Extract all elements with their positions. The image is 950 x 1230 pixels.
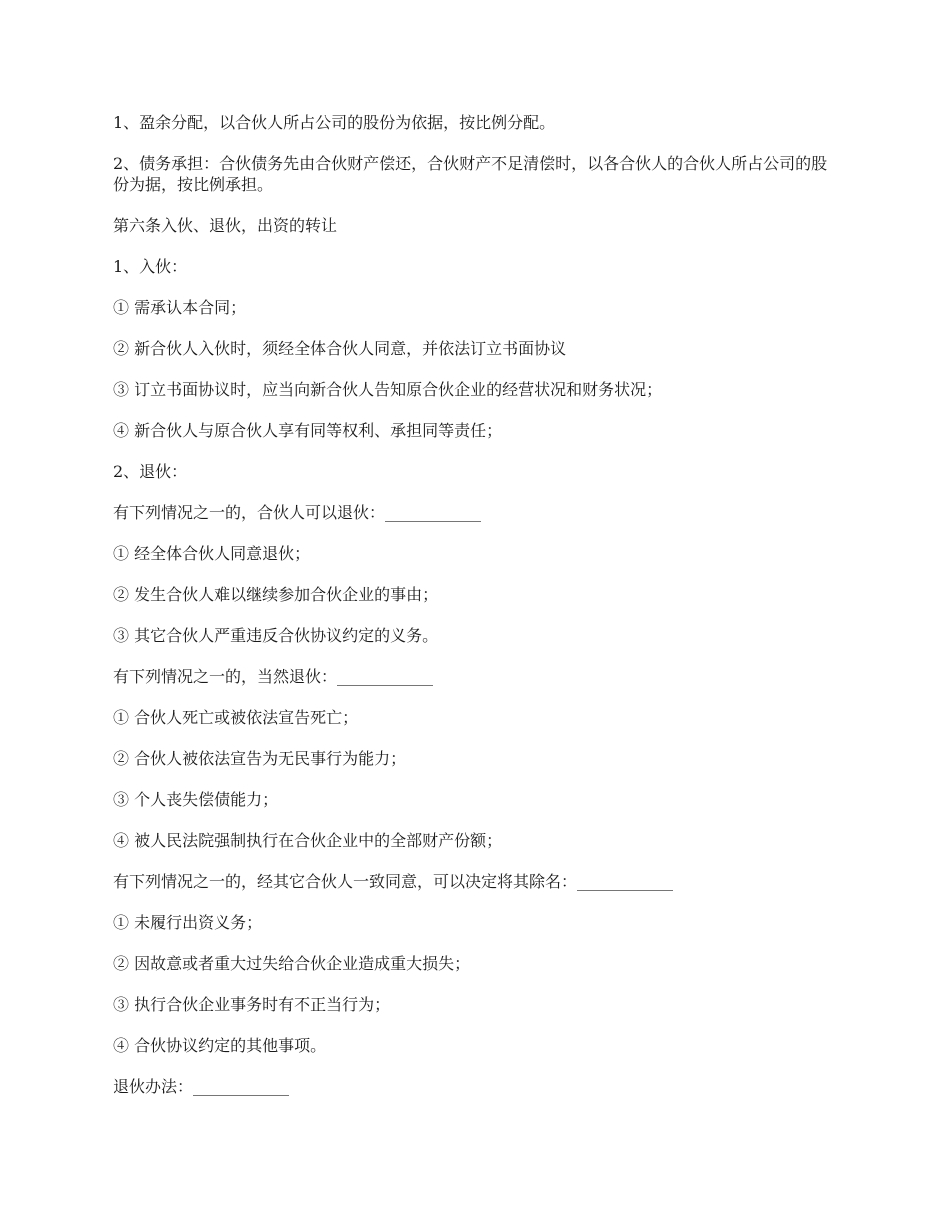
expulsion-intro: 有下列情况之一的，经其它合伙人一致同意，可以决定将其除名：____________ [113, 872, 674, 891]
list-item-joining-3: ③ 订立书面协议时，应当向新合伙人告知原合伙企业的经营状况和财务状况； [113, 380, 663, 399]
list-item-automatic-2: ② 合伙人被依法宣告为无民事行为能力； [113, 749, 407, 768]
paragraph-debt-liability: 2、债务承担：合伙债务先由合伙财产偿还，合伙财产不足清偿时，以各合伙人的合伙人所占公司的股份为据，按比例承担。 [113, 154, 828, 194]
section-heading-article-6: 第六条入伙、退伙，出资的转让 [113, 216, 338, 235]
list-item-voluntary-2: ② 发生合伙人难以继续参加合伙企业的事由； [113, 585, 439, 604]
list-item-joining-4: ④ 新合伙人与原合伙人享有同等权利、承担同等责任； [113, 421, 503, 440]
subheading-withdrawal: 2、退伙： [113, 462, 188, 481]
voluntary-withdrawal-intro: 有下列情况之一的，合伙人可以退伙：____________ [113, 503, 482, 522]
list-item-automatic-3: ③ 个人丧失偿债能力； [113, 790, 279, 809]
withdrawal-method: 退伙办法：____________ [113, 1077, 290, 1096]
list-item-joining-2: ② 新合伙人入伙时，须经全体合伙人同意，并依法订立书面协议 [113, 339, 567, 358]
list-item-expulsion-2: ② 因故意或者重大过失给合伙企业造成重大损失； [113, 954, 471, 973]
automatic-withdrawal-intro: 有下列情况之一的，当然退伙：____________ [113, 667, 434, 686]
list-item-automatic-1: ① 合伙人死亡或被依法宣告死亡； [113, 708, 359, 727]
list-item-expulsion-4: ④ 合伙协议约定的其他事项。 [113, 1036, 327, 1055]
list-item-voluntary-1: ① 经全体合伙人同意退伙； [113, 544, 311, 563]
subheading-joining: 1、入伙： [113, 257, 188, 276]
list-item-automatic-4: ④ 被人民法院强制执行在合伙企业中的全部财产份额； [113, 831, 503, 850]
list-item-expulsion-3: ③ 执行合伙企业事务时有不正当行为； [113, 995, 391, 1014]
list-item-joining-1: ① 需承认本合同； [113, 298, 247, 317]
list-item-voluntary-3: ③ 其它合伙人严重违反合伙协议约定的义务。 [113, 626, 439, 645]
list-item-expulsion-1: ① 未履行出资义务； [113, 913, 263, 932]
paragraph-profit-distribution: 1、盈余分配，以合伙人所占公司的股份为依据，按比例分配。 [113, 113, 556, 132]
document-page [113, 112, 833, 1117]
